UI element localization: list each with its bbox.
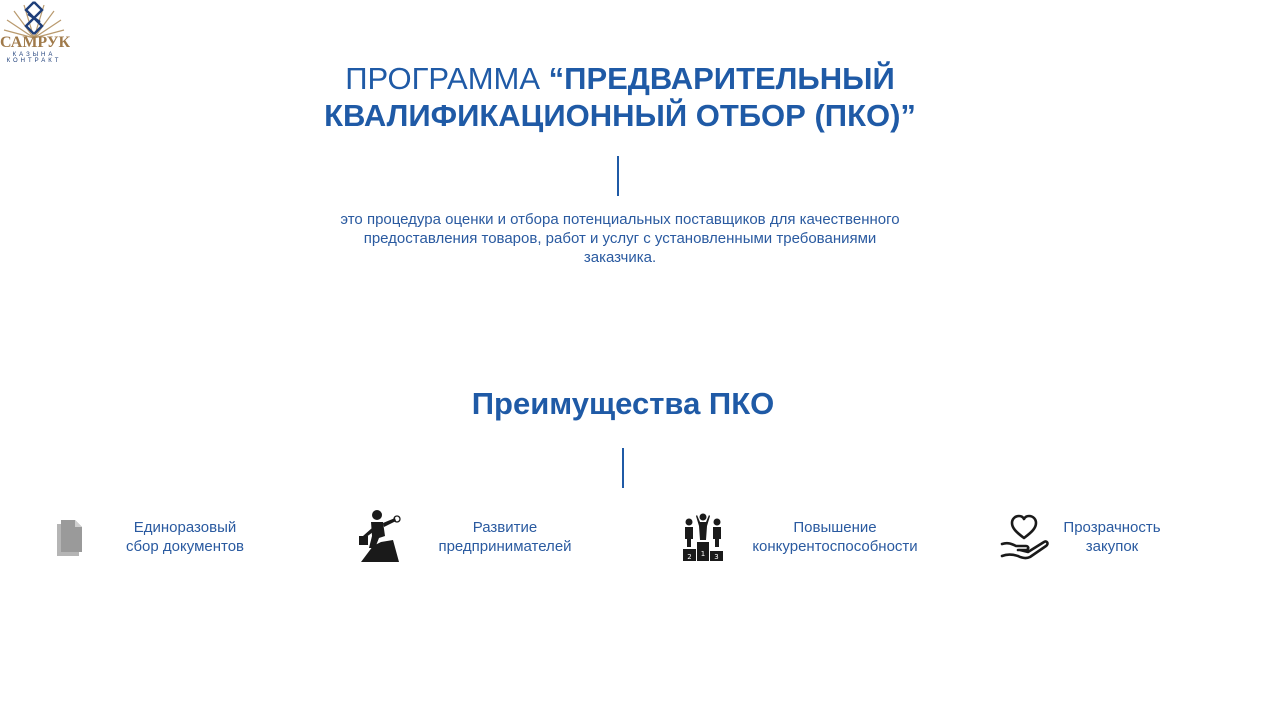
podium-icon xyxy=(681,512,725,567)
page-title xyxy=(290,60,950,134)
svg-text:1: 1 xyxy=(700,550,706,558)
documents-icon xyxy=(55,518,85,563)
advantages-title: Преимущества ПКО xyxy=(471,386,775,421)
benefit-label-entrepreneurs: Развитие предпринимателей xyxy=(438,519,572,555)
title-emphasis: “ПРЕДВАРИТЕЛЬНЫЙ КВАЛИФИКАЦИОННЫЙ ОТБОР (ПКО)” xyxy=(324,61,916,133)
title-divider xyxy=(617,156,619,196)
svg-text:2: 2 xyxy=(687,553,692,561)
climbing-person-icon xyxy=(357,508,403,569)
benefit-label-documents: Единоразовый сбор документов xyxy=(125,519,245,555)
benefit-label-transparency: Прозрачность закупок xyxy=(1063,519,1161,555)
title-prefix: ПРОГРАММА xyxy=(345,61,549,96)
program-description: это процедура оценки и отбора потенциальных поставщиков для качественного предоставления товаров, работ и услуг с установленными требованиями заказчика. xyxy=(340,211,900,266)
benefit-label-competitiveness: Повышение конкурентоспособности xyxy=(752,519,918,555)
svg-text:3: 3 xyxy=(714,553,719,561)
logo-name: САМРУК xyxy=(0,34,71,51)
heart-hand-icon xyxy=(1000,514,1050,565)
logo-subtitle: КАЗЫНА КОНТРАКТ xyxy=(6,52,62,64)
advantages-divider xyxy=(622,448,624,488)
company-logo xyxy=(0,0,70,70)
